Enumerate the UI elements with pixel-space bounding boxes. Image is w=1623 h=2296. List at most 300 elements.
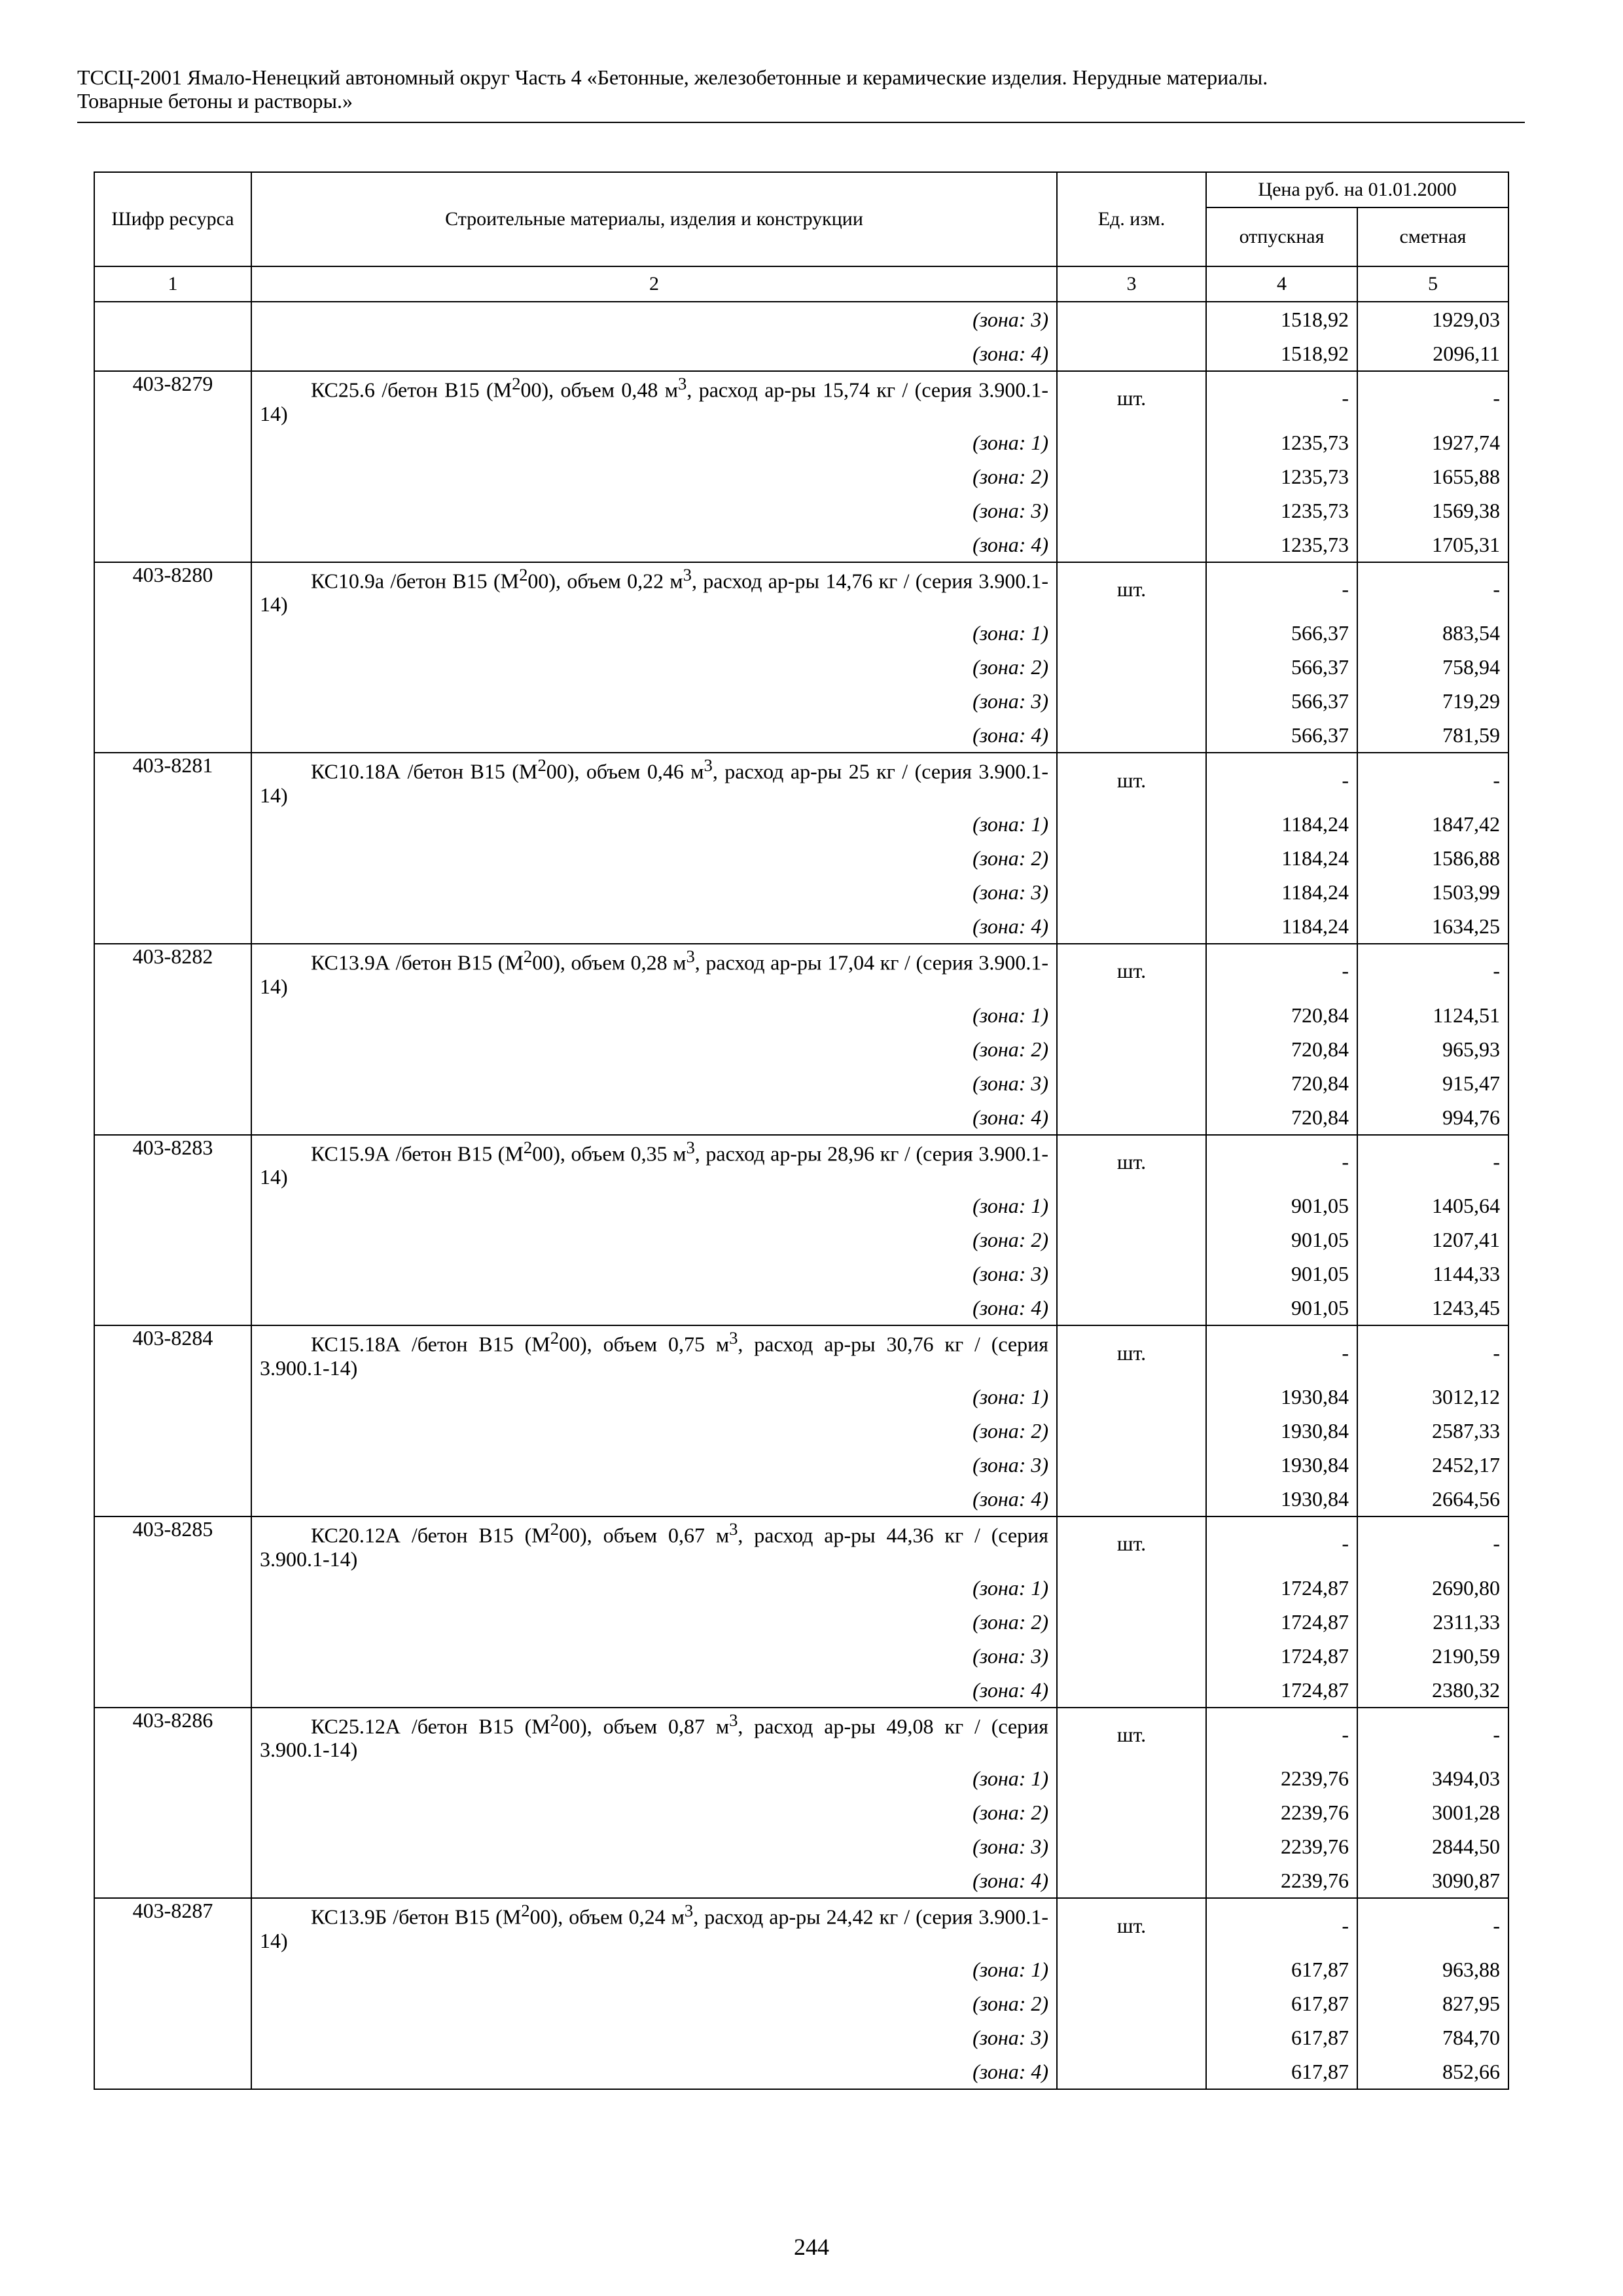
release-price: 1724,87: [1206, 1673, 1357, 1708]
zone-label: (зона: 3): [251, 302, 1057, 336]
zone-label: (зона: 1): [251, 1761, 1057, 1795]
estimate-price: -: [1357, 1708, 1508, 1762]
release-price: 1930,84: [1206, 1414, 1357, 1448]
unit-of-measure: шт.: [1057, 1325, 1206, 1380]
header-line-2: Товарные бетоны и растворы.»: [77, 89, 353, 113]
estimate-price: 3494,03: [1357, 1761, 1508, 1795]
col-number: 5: [1357, 266, 1508, 302]
release-price: -: [1206, 1325, 1357, 1380]
estimate-price: -: [1357, 371, 1508, 425]
unit-empty: [1057, 1863, 1206, 1898]
zone-row: [94, 1795, 1508, 1829]
zone-row: [94, 998, 1508, 1032]
resource-code: 403-8282: [94, 944, 251, 1135]
zone-row: [94, 1291, 1508, 1325]
desc-part: КС10.9а /бетон В15 (М: [311, 569, 520, 593]
item-section: [94, 562, 1508, 753]
zone-label: (зона: 1): [251, 425, 1057, 459]
desc-sup: 3: [686, 1137, 695, 1157]
zone-row: [94, 1100, 1508, 1135]
estimate-price: 1847,42: [1357, 807, 1508, 841]
zone-row: [94, 909, 1508, 944]
desc-sup: 2: [550, 1328, 560, 1348]
release-price: 1184,24: [1206, 841, 1357, 875]
unit-empty: [1057, 1257, 1206, 1291]
desc-part: , расход ар-ры 49,08 кг / (серия 3.900.1-14): [260, 1714, 1049, 1762]
desc-sup: 2: [550, 1518, 560, 1539]
zone-row: [94, 302, 1508, 336]
release-price: 1930,84: [1206, 1448, 1357, 1482]
desc-part: КС10.18А /бетон В15 (М: [311, 759, 538, 783]
desc-part: КС13.9А /бетон В15 (М: [311, 950, 524, 975]
desc-part: КС15.9А /бетон В15 (М: [311, 1141, 524, 1166]
desc-part: , расход ар-ры 17,04 кг / (серия 3.900.1-14): [260, 950, 1049, 998]
release-price: -: [1206, 371, 1357, 425]
estimate-price: 1569,38: [1357, 493, 1508, 528]
zone-row: [94, 684, 1508, 718]
release-price: 1184,24: [1206, 807, 1357, 841]
release-price: 566,37: [1206, 650, 1357, 684]
item-row: [94, 753, 1508, 807]
unit-empty: [1057, 841, 1206, 875]
estimate-price: -: [1357, 944, 1508, 998]
release-price: 617,87: [1206, 2054, 1357, 2089]
item-description: [251, 1325, 1057, 1380]
desc-sup: 2: [550, 1710, 560, 1730]
zone-label: (зона: 4): [251, 1863, 1057, 1898]
release-price: 901,05: [1206, 1291, 1357, 1325]
desc-part: , расход ар-ры 44,36 кг / (серия 3.900.1-14): [260, 1523, 1049, 1571]
desc-part: 00), объем 0,24 м: [529, 1905, 685, 1929]
estimate-price: 719,29: [1357, 684, 1508, 718]
item-section: [94, 371, 1508, 562]
estimate-price: -: [1357, 562, 1508, 617]
estimate-price: 1929,03: [1357, 302, 1508, 336]
unit-empty: [1057, 807, 1206, 841]
estimate-price: 1705,31: [1357, 528, 1508, 562]
zone-label: (зона: 4): [251, 336, 1057, 371]
zone-row: [94, 1380, 1508, 1414]
release-price: -: [1206, 1516, 1357, 1571]
release-price: 617,87: [1206, 1986, 1357, 2020]
desc-part: , расход ар-ры 14,76 кг / (серия 3.900.1-14): [260, 569, 1049, 617]
estimate-price: 1927,74: [1357, 425, 1508, 459]
unit-empty: [1057, 1605, 1206, 1639]
unit-empty: [1057, 1414, 1206, 1448]
release-price: 1724,87: [1206, 1571, 1357, 1605]
resource-code: 403-8279: [94, 371, 251, 562]
desc-part: , расход ар-ры 15,74 кг / (серия 3.900.1-14): [260, 378, 1049, 425]
release-price: 1724,87: [1206, 1639, 1357, 1673]
estimate-price: 758,94: [1357, 650, 1508, 684]
zone-row: [94, 718, 1508, 753]
item-description: [251, 1708, 1057, 1762]
item-section: [94, 1325, 1508, 1516]
zone-row: [94, 1952, 1508, 1986]
zone-label: (зона: 3): [251, 1829, 1057, 1863]
unit-of-measure: шт.: [1057, 753, 1206, 807]
resource-code: 403-8284: [94, 1325, 251, 1516]
release-price: 2239,76: [1206, 1761, 1357, 1795]
resource-code: 403-8281: [94, 753, 251, 944]
zone-label: (зона: 1): [251, 1571, 1057, 1605]
release-price: 720,84: [1206, 1032, 1357, 1066]
zone-label: (зона: 4): [251, 1673, 1057, 1708]
zone-row: [94, 528, 1508, 562]
zone-label: (зона: 4): [251, 528, 1057, 562]
zone-label: (зона: 3): [251, 875, 1057, 909]
zone-row: [94, 1032, 1508, 1066]
resource-code: 403-8286: [94, 1708, 251, 1899]
unit-empty: [1057, 1032, 1206, 1066]
desc-sup: 2: [537, 755, 546, 776]
unit-of-measure: шт.: [1057, 1898, 1206, 1952]
zone-label: (зона: 2): [251, 1986, 1057, 2020]
estimate-price: 963,88: [1357, 1952, 1508, 1986]
zone-label: (зона: 2): [251, 1032, 1057, 1066]
zone-label: (зона: 2): [251, 1605, 1057, 1639]
item-section: [94, 1898, 1508, 2089]
zone-label: (зона: 2): [251, 1795, 1057, 1829]
unit-empty: [1057, 1380, 1206, 1414]
release-price: 720,84: [1206, 998, 1357, 1032]
release-price: 1930,84: [1206, 1380, 1357, 1414]
desc-part: КС15.18А /бетон В15 (М: [311, 1332, 550, 1356]
release-price: 720,84: [1206, 1066, 1357, 1100]
release-price: 2239,76: [1206, 1863, 1357, 1898]
unit-empty: [1057, 425, 1206, 459]
unit-empty: [1057, 1673, 1206, 1708]
item-row: [94, 1135, 1508, 1189]
desc-sup: 3: [729, 1518, 738, 1539]
estimate-price: 2844,50: [1357, 1829, 1508, 1863]
item-description: [251, 562, 1057, 617]
item-row: [94, 371, 1508, 425]
unit-empty: [1057, 909, 1206, 944]
unit-of-measure: шт.: [1057, 562, 1206, 617]
unit-empty: [1057, 1639, 1206, 1673]
desc-part: КС20.12А /бетон В15 (М: [311, 1523, 550, 1547]
item-section: [94, 944, 1508, 1135]
price-table: [94, 171, 1509, 2090]
desc-part: 00), объем 0,75 м: [559, 1332, 730, 1356]
zone-label: (зона: 3): [251, 684, 1057, 718]
item-row: [94, 944, 1508, 998]
resource-code: 403-8283: [94, 1135, 251, 1326]
zone-row: [94, 1066, 1508, 1100]
zone-row: [94, 1482, 1508, 1516]
desc-part: , расход ар-ры 25 кг / (серия 3.900.1-14): [260, 759, 1049, 807]
zone-label: (зона: 3): [251, 493, 1057, 528]
zone-label: (зона: 1): [251, 1952, 1057, 1986]
zone-row: [94, 1986, 1508, 2020]
estimate-price: 1586,88: [1357, 841, 1508, 875]
zone-label: (зона: 3): [251, 1257, 1057, 1291]
zone-row: [94, 336, 1508, 371]
zone-row: [94, 1639, 1508, 1673]
zone-row: [94, 1257, 1508, 1291]
unit-empty: [1057, 1829, 1206, 1863]
item-description: [251, 1516, 1057, 1571]
col-header-name: Строительные материалы, изделия и конструкции: [251, 172, 1057, 266]
zone-label: (зона: 4): [251, 718, 1057, 753]
unit-empty: [1057, 1482, 1206, 1516]
zone-row: [94, 1223, 1508, 1257]
estimate-price: 2664,56: [1357, 1482, 1508, 1516]
unit-empty: [1057, 684, 1206, 718]
zone-label: (зона: 2): [251, 1414, 1057, 1448]
unit-empty: [1057, 1291, 1206, 1325]
desc-sup: 2: [521, 1901, 530, 1921]
zone-row: [94, 616, 1508, 650]
release-price: 1518,92: [1206, 336, 1357, 371]
resource-code: 403-8287: [94, 1898, 251, 2089]
unit-empty: [1057, 1066, 1206, 1100]
zone-label: (зона: 1): [251, 1189, 1057, 1223]
estimate-price: 1207,41: [1357, 1223, 1508, 1257]
zone-label: (зона: 2): [251, 650, 1057, 684]
zone-row: [94, 1761, 1508, 1795]
item-row: [94, 1325, 1508, 1380]
desc-part: , расход ар-ры 30,76 кг / (серия 3.900.1-14): [260, 1332, 1049, 1380]
unit-empty: [1057, 1571, 1206, 1605]
unit-of-measure: шт.: [1057, 1708, 1206, 1762]
zone-label: (зона: 1): [251, 998, 1057, 1032]
estimate-price: 2380,32: [1357, 1673, 1508, 1708]
zone-row: [94, 1571, 1508, 1605]
unit-empty: [1057, 2054, 1206, 2089]
estimate-price: 784,70: [1357, 2020, 1508, 2054]
release-price: 2239,76: [1206, 1829, 1357, 1863]
release-price: 566,37: [1206, 616, 1357, 650]
unit-empty: [1057, 1761, 1206, 1795]
zone-label: (зона: 4): [251, 1100, 1057, 1135]
release-price: 901,05: [1206, 1223, 1357, 1257]
release-price: 1235,73: [1206, 528, 1357, 562]
col-header-unit: Ед. изм.: [1057, 172, 1206, 266]
release-price: -: [1206, 1135, 1357, 1189]
estimate-price: -: [1357, 1516, 1508, 1571]
estimate-price: 1243,45: [1357, 1291, 1508, 1325]
desc-sup: 3: [686, 946, 695, 966]
desc-part: 00), объем 0,87 м: [559, 1714, 730, 1738]
estimate-price: 2190,59: [1357, 1639, 1508, 1673]
estimate-price: 965,93: [1357, 1032, 1508, 1066]
zone-row: [94, 1605, 1508, 1639]
estimate-price: 1503,99: [1357, 875, 1508, 909]
release-price: 901,05: [1206, 1257, 1357, 1291]
zone-row: [94, 875, 1508, 909]
release-price: 1235,73: [1206, 459, 1357, 493]
unit-empty: [1057, 493, 1206, 528]
page-number: 244: [794, 2234, 829, 2260]
release-price: 1724,87: [1206, 1605, 1357, 1639]
unit-empty: [1057, 1448, 1206, 1482]
estimate-price: -: [1357, 753, 1508, 807]
zone-row: [94, 1414, 1508, 1448]
desc-sup: 3: [704, 755, 713, 776]
zone-row: [94, 650, 1508, 684]
unit-empty: [1057, 998, 1206, 1032]
continuation-section: [94, 302, 1508, 371]
estimate-price: 3090,87: [1357, 1863, 1508, 1898]
estimate-price: 1144,33: [1357, 1257, 1508, 1291]
col-number: 3: [1057, 266, 1206, 302]
item-description: [251, 1898, 1057, 1952]
zone-row: [94, 1448, 1508, 1482]
release-price: -: [1206, 1898, 1357, 1952]
release-price: -: [1206, 944, 1357, 998]
release-price: 1930,84: [1206, 1482, 1357, 1516]
desc-sup: 3: [729, 1710, 738, 1730]
zone-label: (зона: 1): [251, 1380, 1057, 1414]
release-price: 720,84: [1206, 1100, 1357, 1135]
unit-empty: [1057, 2020, 1206, 2054]
zone-row: [94, 1673, 1508, 1708]
estimate-price: 2690,80: [1357, 1571, 1508, 1605]
zone-row: [94, 1863, 1508, 1898]
item-section: [94, 1516, 1508, 1708]
estimate-price: -: [1357, 1898, 1508, 1952]
unit-of-measure: шт.: [1057, 1516, 1206, 1571]
unit-empty: [1057, 1223, 1206, 1257]
item-section: [94, 753, 1508, 944]
col-header-price: Цена руб. на 01.01.2000: [1206, 172, 1508, 207]
item-description: [251, 753, 1057, 807]
estimate-price: 827,95: [1357, 1986, 1508, 2020]
desc-sup: 2: [512, 374, 521, 393]
zone-label: (зона: 3): [251, 1448, 1057, 1482]
unit-empty: [1057, 616, 1206, 650]
zone-label: (зона: 3): [251, 2020, 1057, 2054]
estimate-price: 2311,33: [1357, 1605, 1508, 1639]
zone-label: (зона: 2): [251, 1223, 1057, 1257]
zone-label: (зона: 4): [251, 2054, 1057, 2089]
estimate-price: 1124,51: [1357, 998, 1508, 1032]
zone-label: (зона: 4): [251, 909, 1057, 944]
unit-of-measure: шт.: [1057, 371, 1206, 425]
zone-label: (зона: 3): [251, 1639, 1057, 1673]
zone-label: (зона: 2): [251, 459, 1057, 493]
estimate-price: 994,76: [1357, 1100, 1508, 1135]
item-row: [94, 1898, 1508, 1952]
item-description: [251, 944, 1057, 998]
document-header: [77, 65, 1525, 113]
release-price: 1184,24: [1206, 875, 1357, 909]
release-price: 617,87: [1206, 1952, 1357, 1986]
zone-label: (зона: 4): [251, 1291, 1057, 1325]
desc-part: 00), объем 0,22 м: [527, 569, 683, 593]
desc-part: 00), объем 0,28 м: [532, 950, 687, 975]
release-price: 901,05: [1206, 1189, 1357, 1223]
zone-row: [94, 1189, 1508, 1223]
col-header-estimate: сметная: [1357, 207, 1508, 266]
estimate-price: 2096,11: [1357, 336, 1508, 371]
col-header-release: отпускная: [1206, 207, 1357, 266]
release-price: 566,37: [1206, 684, 1357, 718]
zone-label: (зона: 1): [251, 616, 1057, 650]
desc-part: , расход ар-ры 24,42 кг / (серия 3.900.1-14): [260, 1905, 1048, 1952]
item-description: [251, 371, 1057, 425]
unit-empty: [1057, 650, 1206, 684]
col-header-code: Шифр ресурса: [94, 172, 251, 266]
release-price: -: [1206, 562, 1357, 617]
item-row: [94, 1516, 1508, 1571]
estimate-price: -: [1357, 1325, 1508, 1380]
estimate-price: 3001,28: [1357, 1795, 1508, 1829]
zone-row: [94, 459, 1508, 493]
desc-sup: 3: [678, 374, 687, 393]
unit-empty: [1057, 1986, 1206, 2020]
resource-code: 403-8280: [94, 562, 251, 753]
estimate-price: -: [1357, 1135, 1508, 1189]
zone-row: [94, 2020, 1508, 2054]
desc-part: 00), объем 0,35 м: [532, 1141, 687, 1166]
col-number: 1: [94, 266, 251, 302]
header-rule: [77, 122, 1525, 123]
desc-sup: 3: [684, 1901, 694, 1921]
estimate-price: 3012,12: [1357, 1380, 1508, 1414]
release-price: 1518,92: [1206, 302, 1357, 336]
item-row: [94, 562, 1508, 617]
estimate-price: 2587,33: [1357, 1414, 1508, 1448]
release-price: 2239,76: [1206, 1795, 1357, 1829]
desc-sup: 3: [729, 1328, 738, 1348]
zone-row: [94, 2054, 1508, 2089]
estimate-price: 915,47: [1357, 1066, 1508, 1100]
unit-empty: [1057, 459, 1206, 493]
estimate-price: 1634,25: [1357, 909, 1508, 944]
zone-label: (зона: 2): [251, 841, 1057, 875]
zone-row: [94, 493, 1508, 528]
unit-empty: [1057, 718, 1206, 753]
desc-part: КС25.12А /бетон В15 (М: [311, 1714, 550, 1738]
unit-empty: [1057, 1952, 1206, 1986]
estimate-price: 2452,17: [1357, 1448, 1508, 1482]
release-price: -: [1206, 753, 1357, 807]
unit-empty: [1057, 1189, 1206, 1223]
estimate-price: 852,66: [1357, 2054, 1508, 2089]
unit-empty: [1057, 528, 1206, 562]
release-price: 566,37: [1206, 718, 1357, 753]
unit-empty: [1057, 1100, 1206, 1135]
zone-label: (зона: 3): [251, 1066, 1057, 1100]
item-section: [94, 1135, 1508, 1326]
unit-empty: [1057, 875, 1206, 909]
item-section: [94, 1708, 1508, 1899]
desc-part: КС25.6 /бетон В15 (М: [311, 378, 512, 402]
unit-of-measure: шт.: [1057, 944, 1206, 998]
item-row: [94, 1708, 1508, 1762]
desc-part: , расход ар-ры 28,96 кг / (серия 3.900.1-14): [260, 1141, 1049, 1189]
desc-part: 00), объем 0,46 м: [546, 759, 704, 783]
zone-label: (зона: 1): [251, 807, 1057, 841]
desc-part: 00), объем 0,67 м: [559, 1523, 730, 1547]
zone-label: (зона: 4): [251, 1482, 1057, 1516]
desc-sup: 3: [683, 564, 692, 584]
desc-part: КС13.9Б /бетон В15 (М: [311, 1905, 522, 1929]
desc-sup: 2: [523, 946, 533, 966]
header-line-1: ТССЦ-2001 Ямало-Ненецкий автономный округ Часть 4 «Бетонные, железобетонные и керамические изделия. Нерудные материалы.: [77, 65, 1268, 89]
resource-code: 403-8285: [94, 1516, 251, 1708]
release-price: 1184,24: [1206, 909, 1357, 944]
col-number: 2: [251, 266, 1057, 302]
zone-row: [94, 425, 1508, 459]
release-price: 617,87: [1206, 2020, 1357, 2054]
desc-sup: 2: [523, 1137, 533, 1157]
zone-row: [94, 841, 1508, 875]
estimate-price: 781,59: [1357, 718, 1508, 753]
